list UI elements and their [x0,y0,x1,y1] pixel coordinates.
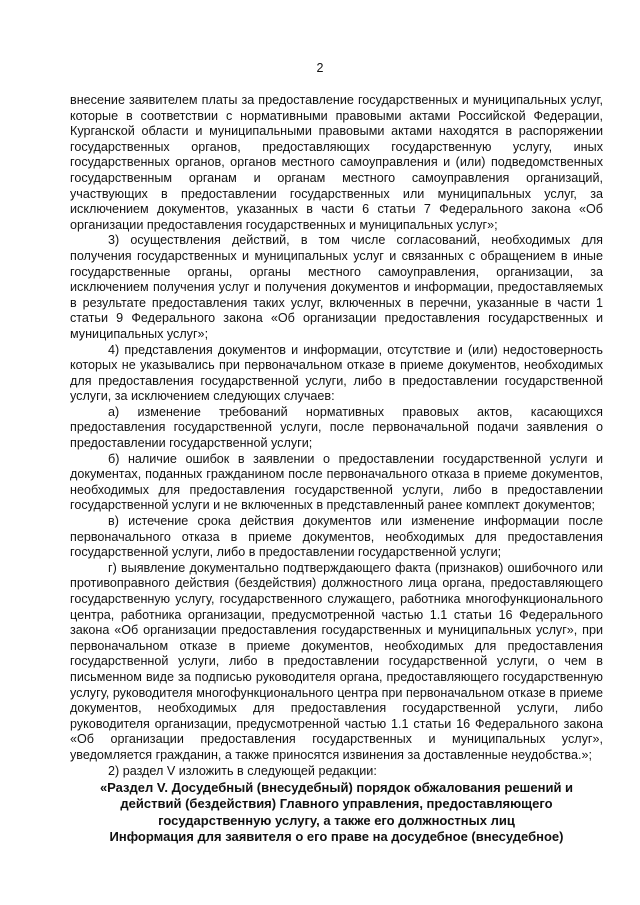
heading-line-2: действий (бездействия) Главного управления, предоставляющего [120,796,553,812]
heading-line-3: государственную услугу, а также его должностных лиц [158,812,515,828]
page-number: 2 [316,61,324,75]
subitem-a: а) изменение требований нормативных правовых актов, касающихся предоставления государственной услуги, после первоначальной подачи заявления о предоставлении государственной услуги; [70,404,603,451]
paragraph-item-3: 3) осуществления действий, в том числе согласований, необходимых для получения государственных и муниципальных услуг и связанных с обращением в иные государственные органы, органы местного самоуправления, организации, за исключением получения услуг и получения документов и информации, предоставляемых в результате предоставления таких услуг, включенных в перечни, указанные в части 1 статьи 9 Федерального закона «Об организации предоставления государственных и муниципальных услуг»; [70,233,603,341]
paragraph-section-v-intro: 2) раздел V изложить в следующей редакции: [108,763,377,778]
heading-line-4: Информация для заявителя о его праве на досудебное (внесудебное) [109,828,564,844]
subitem-v: в) истечение срока действия документов или изменение информации после первоначального отказа в приеме документов, необходимых для предоставления государственной услуги, либо в предоставлении государственной услуги; [70,514,603,560]
subitem-b: б) наличие ошибок в заявлении о предоставлении государственной услуги и документах, поданных гражданином после первоначального отказа в приеме документов, необходимых для предоставления государственной услуги, либо в предоставлении государственной услуги и не включенных в представленный ранее комплект документов; [70,451,603,513]
paragraph-item-4: 4) представления документов и информации, отсутствие и (или) недостоверность которых не указывались при первоначальном отказе в приеме документов, необходимых для предоставления государственной услуги, либо в предоставлении государственной услуги, за исключением следующих случаев: [70,342,603,404]
subitem-g: г) выявление документально подтверждающего факта (признаков) ошибочного или противоправного действия (бездействия) должностного лица органа, предоставляющего государственную услугу, государственного служащего, работника многофункционального центра, работника организации, предусмотренной частью 1.1 статьи 16 Федерального закона «Об организации предоставления государственных и муниципальных услуг», при первоначальном отказе в приеме документов, необходимых для предоставления государственной услуги, либо в предоставлении государственной услуги, о чем в письменном виде за подписью руководителя органа, предоставляющего государственную услугу, руководителя многофункционального центра при первоначальном отказе в приеме документов, необходимых для предоставления государственной услуги, либо руководителя организации, предусмотренной частью 1.1 статьи 16 Федерального закона «Об организации предоставления государственных и муниципальных услуг», уведомляется гражданин, а также приносятся извинения за доставленные неудобства.»; [70,560,603,762]
heading-line-1: «Раздел V. Досудебный (внесудебный) порядок обжалования решений и [99,780,574,796]
paragraph-continuation: внесение заявителем платы за предоставление государственных и муниципальных услуг, которые в соответствии с нормативными правовыми актами Российской Федерации, Курганской области и муниципальными правовыми актами находятся в распоряжении государственных органов, предоставляющих государственную услугу, иных государственных органов, органов местного самоуправления и (или) подведомственных государственным органам и органам местного самоуправления организаций, участвующих в предоставлении государственных или муниципальных услуг, за исключением документов, указанных в части 6 статьи 7 Федерального закона «Об организации предоставления государственных и муниципальных услуг»; [70,93,603,232]
document-body [70,93,603,845]
section-v-heading [70,780,603,845]
